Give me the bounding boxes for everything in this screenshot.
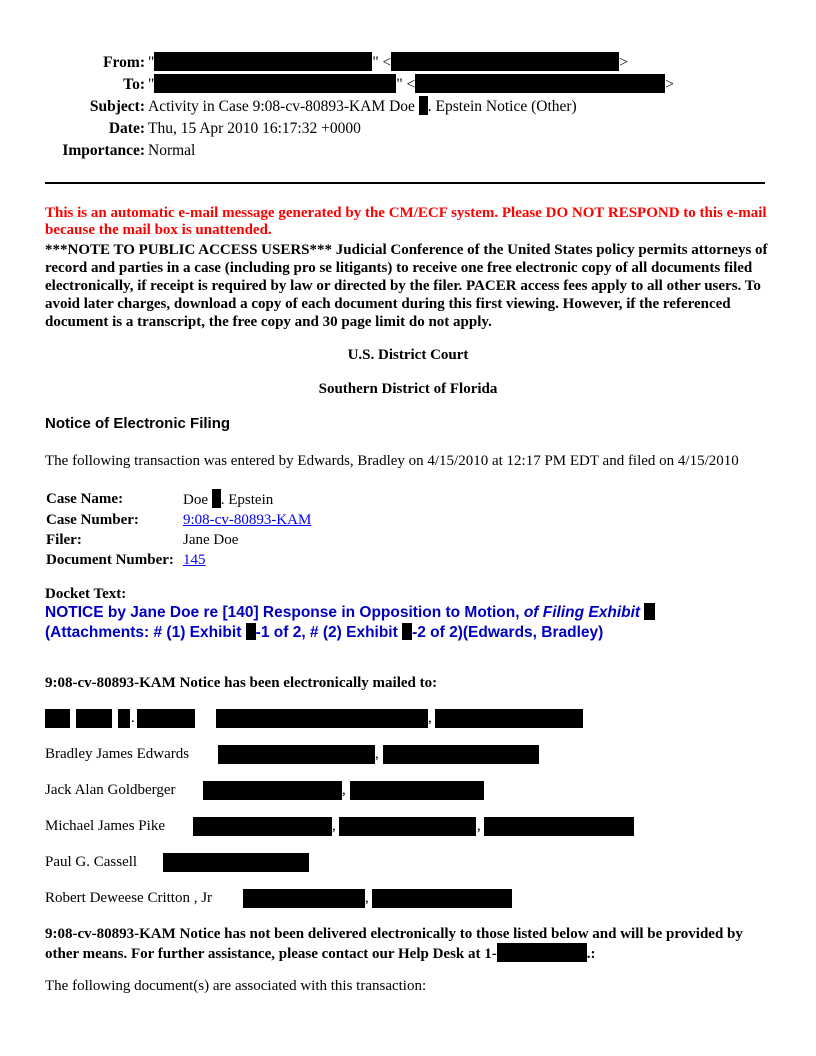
recipient-row-redacted [45, 707, 785, 729]
public-access-note: ***NOTE TO PUBLIC ACCESS USERS*** Judicial Conference of the United States policy permits attorneys of record and parties in a case (including pro se litigants) to receive one free electronic copy of all documents filed electronically, if receipt is required by law or directed by the filer. PACER access fees apply to all other users. To avoid later charges, download a copy of each document during this first viewing. However, if the referenced document is a transcript, the free copy and 30 page limit do not apply. [45, 242, 768, 330]
recipient-row [45, 815, 785, 837]
recipient-name: Michael James Pike [45, 818, 165, 834]
redaction [216, 709, 428, 728]
redaction [203, 781, 342, 800]
case-name-label: Case Name: [46, 491, 124, 507]
case-name-end: . Epstein [220, 492, 274, 508]
redaction [415, 74, 665, 93]
redaction [193, 817, 332, 836]
filer-row [45, 530, 313, 550]
to-value: " " < > [148, 76, 675, 93]
not-delivered-end: .: [586, 946, 596, 962]
recipient-name: Robert Deweese Critton , Jr [45, 890, 213, 906]
redaction [419, 96, 428, 115]
redaction [154, 52, 372, 71]
divider [45, 182, 765, 184]
case-number-link[interactable]: 9:08-cv-80893-KAM [183, 512, 312, 528]
from-label: From: [103, 54, 145, 71]
redaction [350, 781, 484, 800]
redaction [339, 817, 476, 836]
recipient-row [45, 887, 785, 909]
redaction [154, 74, 396, 93]
date-value: Thu, 15 Apr 2010 16:17:32 +0000 [148, 120, 361, 137]
redaction [391, 52, 619, 71]
docket-text-part2: (Attachments: # (1) Exhibit [45, 624, 246, 641]
to-label: To: [123, 76, 145, 93]
redaction [163, 853, 309, 872]
redaction [243, 889, 365, 908]
redaction [118, 709, 130, 728]
redaction [402, 623, 412, 640]
docket-text-label: Docket Text: [45, 586, 127, 602]
redaction [246, 623, 256, 640]
subject-text: Activity in Case 9:08-cv-80893-KAM Doe [148, 98, 415, 115]
docket-text-part3: -1 of 2, # (2) Exhibit [255, 624, 403, 641]
document-number-label: Document Number: [46, 552, 174, 568]
case-name-value [182, 489, 313, 510]
nef-heading: Notice of Electronic Filing [45, 415, 231, 432]
redaction [372, 889, 512, 908]
separator-comma: , [477, 818, 481, 834]
redaction [383, 745, 539, 764]
document-number-link[interactable]: 145 [183, 552, 206, 568]
not-delivered-notice [45, 925, 775, 963]
separator-comma: , [342, 782, 346, 798]
recipient-row [45, 851, 785, 873]
recipient-name: Jack Alan Goldberger [45, 782, 176, 798]
case-number-label: Case Number: [46, 512, 139, 528]
redaction [218, 745, 375, 764]
redaction [644, 603, 655, 620]
filer-label: Filer: [46, 532, 82, 548]
docket-text-part1: NOTICE by Jane Doe re [140] Response in Opposition to Motion, [45, 604, 524, 621]
transaction-text: The following transaction was entered by Edwards, Bradley on 4/15/2010 at 12:17 PM EDT and filed on 4/15/2010 [45, 453, 739, 469]
separator-comma: , [375, 746, 379, 762]
docket-text [45, 603, 775, 643]
from-value: " " < > [148, 54, 629, 71]
case-number-value [182, 510, 313, 530]
importance-label: Importance: [62, 142, 145, 159]
document-number-row [45, 550, 313, 570]
recipient-name: Bradley James Edwards [45, 746, 190, 762]
date-label: Date: [108, 120, 145, 137]
redaction [76, 709, 112, 728]
document-number-value [182, 550, 313, 570]
not-delivered-text: 9:08-cv-80893-KAM Notice has not been delivered electronically to those listed below and will be provided by other means. For further assistance, please contact our Help Desk at 1- [45, 926, 743, 962]
docket-text-italic: of Filing Exhibit [523, 604, 641, 621]
case-name-row [45, 489, 313, 510]
recipient-row [45, 743, 785, 765]
redaction [435, 709, 583, 728]
mailed-heading: 9:08-cv-80893-KAM Notice has been electronically mailed to: [45, 675, 438, 691]
documents-text: The following document(s) are associated with this transaction: [45, 978, 427, 994]
court-name: U.S. District Court [347, 347, 469, 363]
separator-comma: , [428, 710, 432, 726]
district-name: Southern District of Florida [318, 381, 498, 397]
case-name-start: Doe [183, 492, 208, 508]
subject-label: Subject: [89, 98, 145, 115]
redaction [497, 943, 587, 962]
docket-text-part4: -2 of 2)(Edwards, Bradley) [412, 624, 604, 641]
redaction [484, 817, 634, 836]
recipient-row [45, 779, 785, 801]
separator-comma: , [332, 818, 336, 834]
redaction [137, 709, 195, 728]
subject-text-end: . Epstein Notice (Other) [427, 98, 577, 115]
recipient-name: Paul G. Cassell [45, 854, 138, 870]
separator-dot: . [131, 710, 135, 726]
redaction [212, 489, 221, 508]
auto-message-warning: This is an automatic e-mail message generated by the CM/ECF system. Please DO NOT RESPOND to this e-mail because the mail box is unattended. [45, 205, 767, 238]
case-info-table [45, 489, 313, 570]
importance-value: Normal [148, 142, 196, 159]
separator-comma: , [365, 890, 369, 906]
filer-value: Jane Doe [183, 532, 239, 548]
redaction [45, 709, 70, 728]
case-number-row [45, 510, 313, 530]
subject-value [148, 96, 577, 118]
